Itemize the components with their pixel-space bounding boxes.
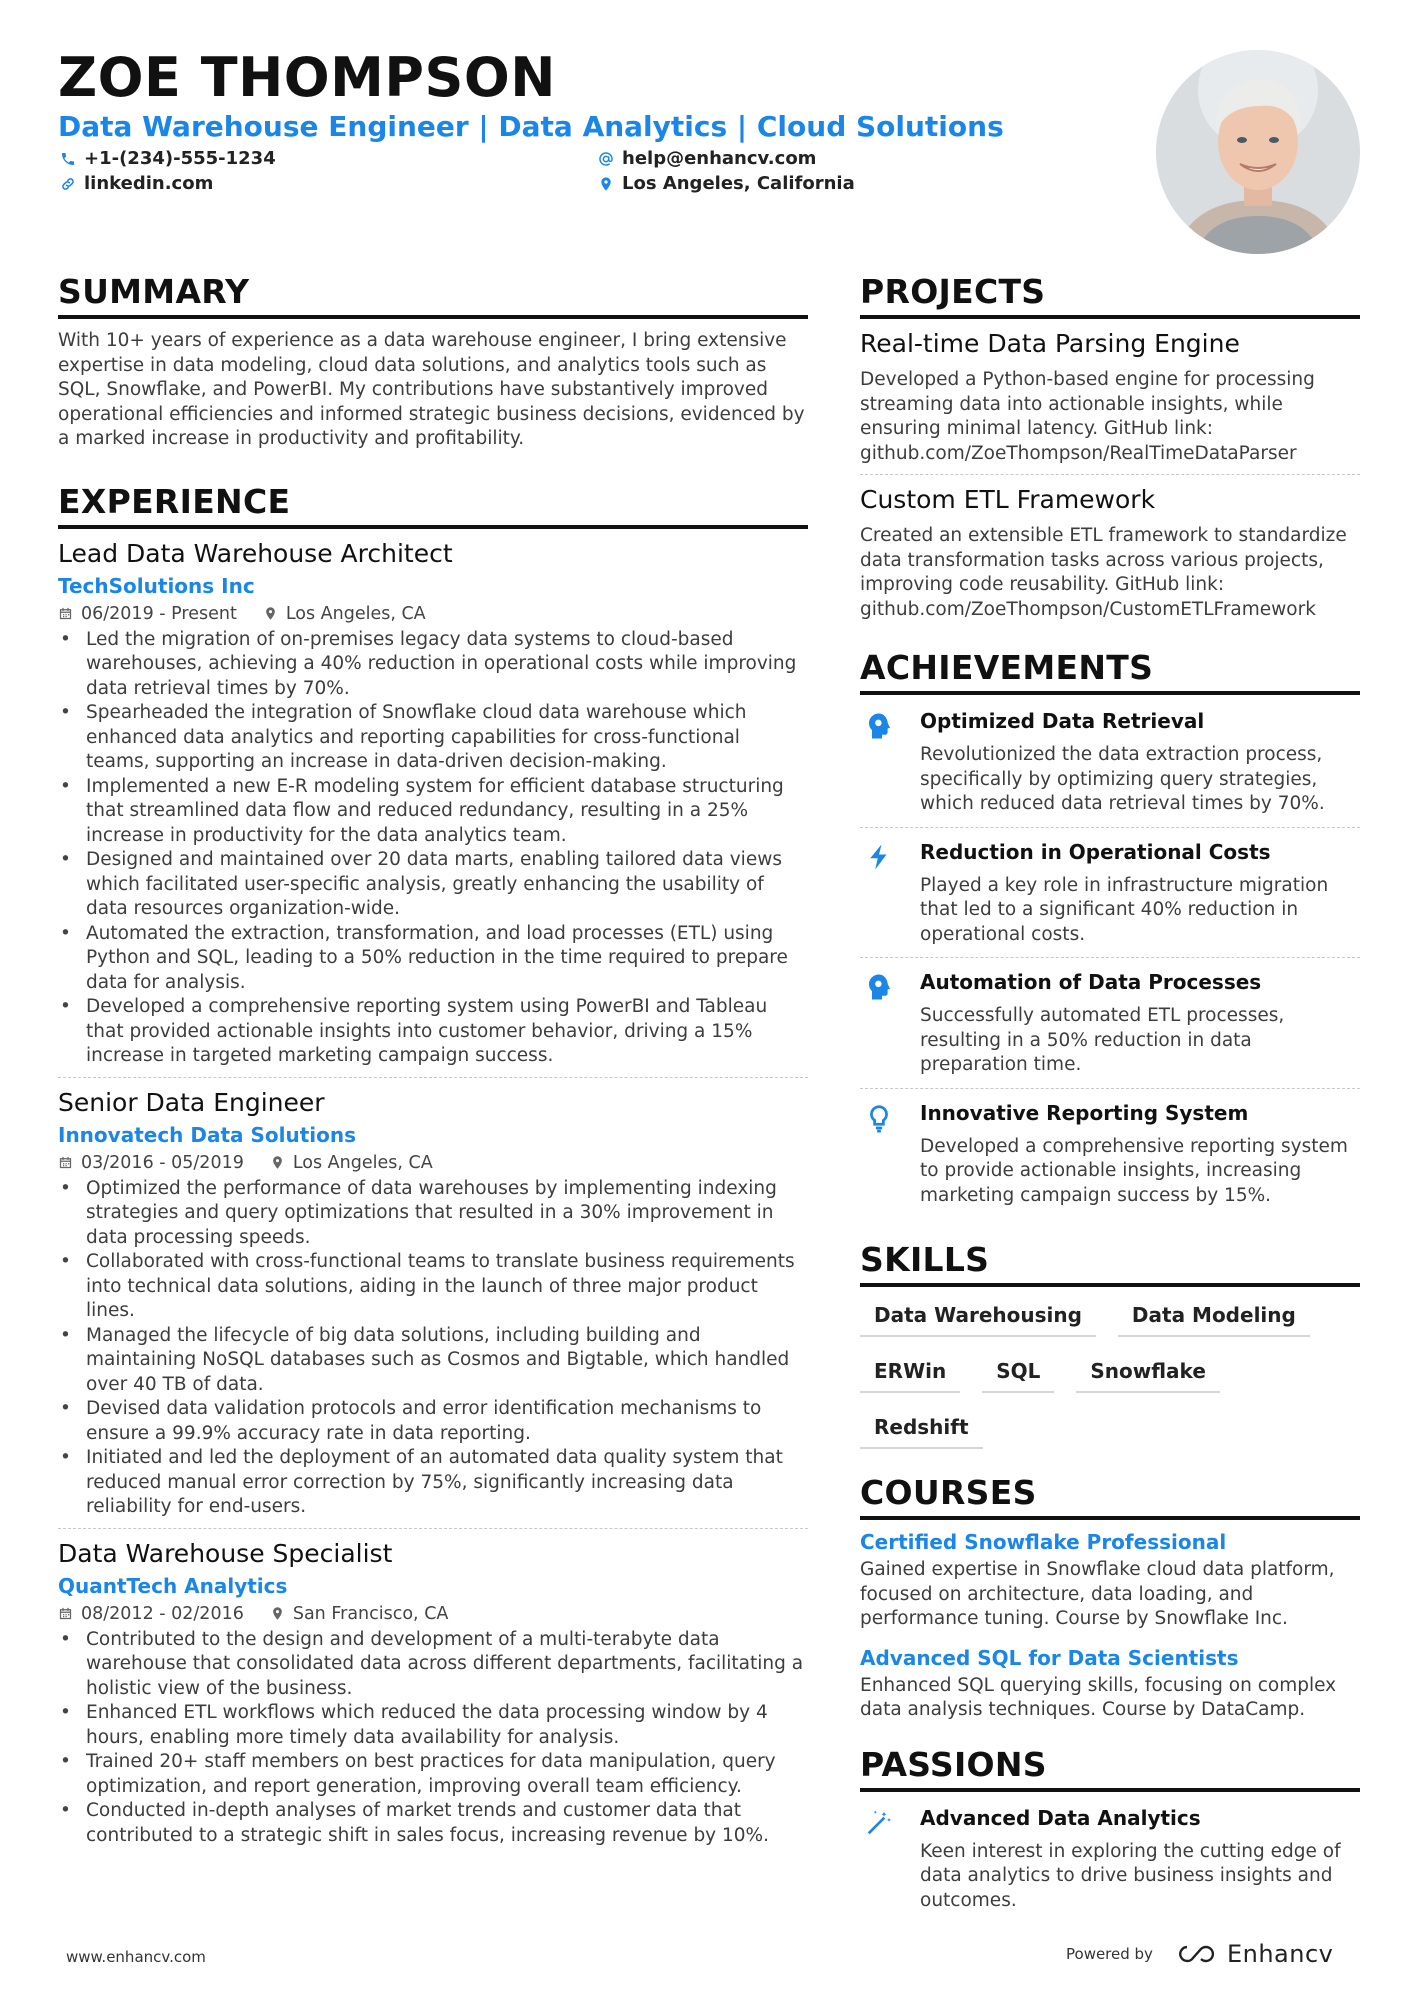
job-bullet: • Automated the extraction, transformation, and load processes (ETL) using Python and SQL, leading to a 50% reduction in the time required to prepare data for analysis. — [58, 922, 808, 996]
project-text: Created an extensible ETL framework to standardize data transformation tasks across various projects, improving code reusability. GitHub link: github.com/ZoeThompson/CustomETLFramework — [860, 525, 1347, 620]
link-icon — [60, 176, 76, 192]
location-text: Los Angeles, California — [622, 173, 855, 194]
course-text: Enhanced SQL querying skills, focusing on complex data analysis techniques. Course by DataCamp. — [860, 1674, 1337, 1720]
contact-linkedin[interactable] — [60, 173, 213, 194]
experience-heading: EXPERIENCE — [58, 482, 808, 529]
job-location — [270, 1153, 433, 1173]
head-gear-icon — [864, 972, 894, 1002]
job-bullet: • Devised data validation protocols and error identification mechanisms to ensure a 99.9% accuracy rate in data reporting. — [58, 1397, 808, 1446]
job-location — [270, 1604, 449, 1624]
job-entry — [58, 1088, 808, 1529]
company-name: TechSolutions Inc — [58, 573, 255, 598]
brand-name: Enhancv — [1226, 1940, 1334, 1968]
job-dates — [58, 1153, 244, 1173]
company-name: Innovatech Data Solutions — [58, 1122, 357, 1147]
skill-tag: Data Warehousing — [860, 1297, 1096, 1337]
summary-heading: SUMMARY — [58, 272, 808, 319]
summary-text: With 10+ years of experience as a data warehouse engineer, I bring extensive expertise in data modeling, cloud data solutions, and analytics tools such as SQL, Snowflake, and PowerBI. My contributions have substantively improved operational efficiencies and informed strategic business decisions, evidenced by a marked increase in productivity and profitability. — [58, 330, 805, 449]
job-bullet: • Trained 20+ staff members on best practices for data manipulation, query optimization, and report generation, improving overall team efficiency. — [58, 1750, 808, 1799]
experience-section — [58, 482, 808, 1857]
projects-heading: PROJECTS — [860, 272, 1360, 319]
candidate-title: Data Warehouse Engineer | Data Analytics | Cloud Solutions — [58, 110, 1004, 143]
course-title: Advanced SQL for Data Scientists — [860, 1645, 1239, 1670]
enhancv-logo-icon — [1175, 1942, 1219, 1966]
project-text: Developed a Python-based engine for processing streaming data into actionable insights, while ensuring minimal latency. GitHub link: github.com/ZoeThompson/RealTimeDataParser — [860, 369, 1315, 464]
achievement-entry — [860, 836, 1360, 959]
achievement-entry — [860, 705, 1360, 828]
achievement-icon-wrap — [860, 1101, 920, 1209]
job-entry — [58, 1539, 808, 1857]
contact-phone — [60, 148, 276, 169]
job-dates-text: 06/2019 - Present — [81, 603, 237, 624]
job-meta — [58, 1604, 808, 1624]
skills-heading: SKILLS — [860, 1240, 1360, 1287]
job-bullet: • Initiated and led the deployment of an automated data quality system that reduced manual error correction by 75%, significantly increasing data reliability for end-users. — [58, 1446, 808, 1520]
passion-icon-wrap — [860, 1806, 920, 1914]
contact-location — [598, 173, 855, 194]
job-bullet: • Enhanced ETL workflows which reduced the data processing window by 4 hours, enabling more timely data availability for analysis. — [58, 1701, 808, 1750]
skill-tag: Snowflake — [1076, 1353, 1220, 1393]
job-dates-text: 03/2016 - 05/2019 — [81, 1152, 244, 1173]
skills-list — [860, 1297, 1360, 1449]
job-bullets — [58, 628, 808, 1069]
achievement-text: Revolutionized the data extraction process, specifically by optimizing query strategies, which reduced data retrieval times by 70%. — [920, 744, 1325, 814]
project-entry — [860, 329, 1360, 475]
powered-by-text: Powered by — [1066, 1945, 1153, 1963]
passion-text: Keen interest in exploring the cutting edge of data analytics to drive business insights and outcomes. — [920, 1840, 1341, 1911]
job-location-text: Los Angeles, CA — [292, 1152, 433, 1173]
achievement-title: Automation of Data Processes — [920, 970, 1262, 994]
job-meta — [58, 1153, 808, 1173]
job-bullet: • Developed a comprehensive reporting system using PowerBI and Tableau that provided actionable insights into customer behavior, driving a 15% increase in targeted marketing campaign success. — [58, 995, 808, 1069]
achievement-text: Played a key role in infrastructure migration that led to a significant 40% reduction in operational costs. — [920, 874, 1329, 945]
job-bullet: • Led the migration of on-premises legacy data systems to cloud-based warehouses, achieving a 40% reduction in operational costs while improving data retrieval times by 70%. — [58, 628, 808, 702]
passions-heading: PASSIONS — [860, 1745, 1360, 1792]
skill-tag: Data Modeling — [1118, 1297, 1310, 1337]
job-dates — [58, 1604, 244, 1624]
job-title: Senior Data Engineer — [58, 1087, 325, 1117]
job-bullet: • Contributed to the design and development of a multi-terabyte data warehouse that consolidated data across different departments, facilitating a holistic view of the business. — [58, 1628, 808, 1702]
project-title: Custom ETL Framework — [860, 485, 1156, 514]
courses-section — [860, 1473, 1360, 1723]
job-meta — [58, 604, 808, 624]
job-bullet: • Spearheaded the integration of Snowflake cloud data warehouse which enhanced data analytics and reporting capabilities for cross-functional teams, supporting an increase in data-driven decision-making. — [58, 701, 808, 775]
project-title: Real-time Data Parsing Engine — [860, 329, 1240, 358]
skill-tag: Redshift — [860, 1409, 983, 1449]
calendar-icon — [58, 606, 73, 621]
job-title: Lead Data Warehouse Architect — [58, 538, 453, 568]
skills-section — [860, 1240, 1360, 1449]
linkedin-text[interactable]: linkedin.com — [84, 173, 214, 194]
job-bullet: • Designed and maintained over 20 data marts, enabling tailored data views which facilitated user-specific analysis, greatly enhancing the usability of data resources organization-wide. — [58, 848, 808, 922]
achievement-text: Developed a comprehensive reporting system to provide actionable insights, increasing marketing campaign success by 15%. — [920, 1135, 1348, 1206]
job-dates — [58, 604, 237, 624]
job-location-text: San Francisco, CA — [292, 1603, 449, 1624]
passion-title: Advanced Data Analytics — [920, 1805, 1201, 1830]
job-entry — [58, 539, 808, 1078]
company-name: QuantTech Analytics — [58, 1573, 288, 1598]
job-location-text: Los Angeles, CA — [285, 603, 426, 624]
passion-entry — [860, 1802, 1360, 1924]
achievement-entry — [860, 1097, 1360, 1219]
head-gear-icon — [864, 711, 894, 741]
achievement-icon-wrap — [860, 970, 920, 1078]
job-bullets — [58, 1177, 808, 1520]
courses-heading: COURSES — [860, 1473, 1360, 1520]
job-location — [263, 604, 426, 624]
course-entry — [860, 1530, 1360, 1632]
left-column — [58, 272, 808, 1856]
right-column — [860, 272, 1360, 1931]
passions-section — [860, 1745, 1360, 1924]
footer-branding — [1066, 1940, 1333, 1968]
location-pin-icon — [270, 1606, 285, 1621]
location-pin-icon — [263, 606, 278, 621]
achievement-entry — [860, 966, 1360, 1089]
lightbulb-icon — [864, 1103, 894, 1133]
footer-website[interactable]: www.enhancv.com — [66, 1948, 206, 1966]
location-pin-icon — [270, 1155, 285, 1170]
candidate-name: ZOE THOMPSON — [58, 46, 556, 109]
magic-wand-icon — [864, 1808, 894, 1838]
skill-tag: ERWin — [860, 1353, 960, 1393]
course-text: Gained expertise in Snowflake cloud data platform, focused on architecture, data loading, and performance tuning. Course by Snowflake Inc. — [860, 1559, 1335, 1629]
calendar-icon — [58, 1155, 73, 1170]
brand-logo[interactable] — [1175, 1940, 1333, 1968]
achievement-title: Optimized Data Retrieval — [920, 709, 1205, 733]
course-entry — [860, 1646, 1360, 1723]
skill-tag: SQL — [982, 1353, 1054, 1393]
contact-email[interactable] — [598, 148, 816, 169]
job-bullet: • Optimized the performance of data warehouses by implementing indexing strategies and query optimizations that resulted in a 30% improvement in data processing speeds. — [58, 1177, 808, 1251]
achievement-icon-wrap — [860, 840, 920, 948]
job-bullet: • Managed the lifecycle of big data solutions, including building and maintaining NoSQL databases such as Cosmos and Bigtable, which handled over 40 TB of data. — [58, 1324, 808, 1398]
job-title: Data Warehouse Specialist — [58, 1538, 393, 1568]
project-entry — [860, 485, 1360, 630]
profile-photo — [1156, 50, 1360, 254]
projects-section — [860, 272, 1360, 630]
job-bullets — [58, 1628, 808, 1849]
phone-icon — [60, 151, 76, 167]
achievements-section — [860, 648, 1360, 1218]
achievement-icon-wrap — [860, 709, 920, 817]
job-bullet: • Implemented a new E-R modeling system for efficient database structuring that streamlined data flow and reduced redundancy, resulting in a 25% increase in productivity for the data analytics team. — [58, 775, 808, 849]
lightning-icon — [864, 842, 894, 872]
job-bullet: • Collaborated with cross-functional teams to translate business requirements into technical data solutions, aiding in the launch of three major product lines. — [58, 1250, 808, 1324]
calendar-icon — [58, 1606, 73, 1621]
email-text[interactable]: help@enhancv.com — [622, 148, 817, 169]
summary-section — [58, 272, 808, 452]
at-icon — [598, 151, 614, 167]
achievement-title: Reduction in Operational Costs — [920, 839, 1271, 864]
job-bullet: • Conducted in-depth analyses of market trends and customer data that contributed to a strategic shift in sales focus, increasing revenue by 10%. — [58, 1799, 808, 1848]
achievement-title: Innovative Reporting System — [920, 1100, 1249, 1125]
location-pin-icon — [598, 176, 614, 192]
phone-text: +1-(234)-555-1234 — [84, 148, 276, 169]
course-title: Certified Snowflake Professional — [860, 1530, 1227, 1554]
achievements-heading: ACHIEVEMENTS — [860, 648, 1360, 695]
job-dates-text: 08/2012 - 02/2016 — [81, 1603, 244, 1624]
achievement-text: Successfully automated ETL processes, resulting in a 50% reduction in data preparation time. — [920, 1005, 1285, 1075]
